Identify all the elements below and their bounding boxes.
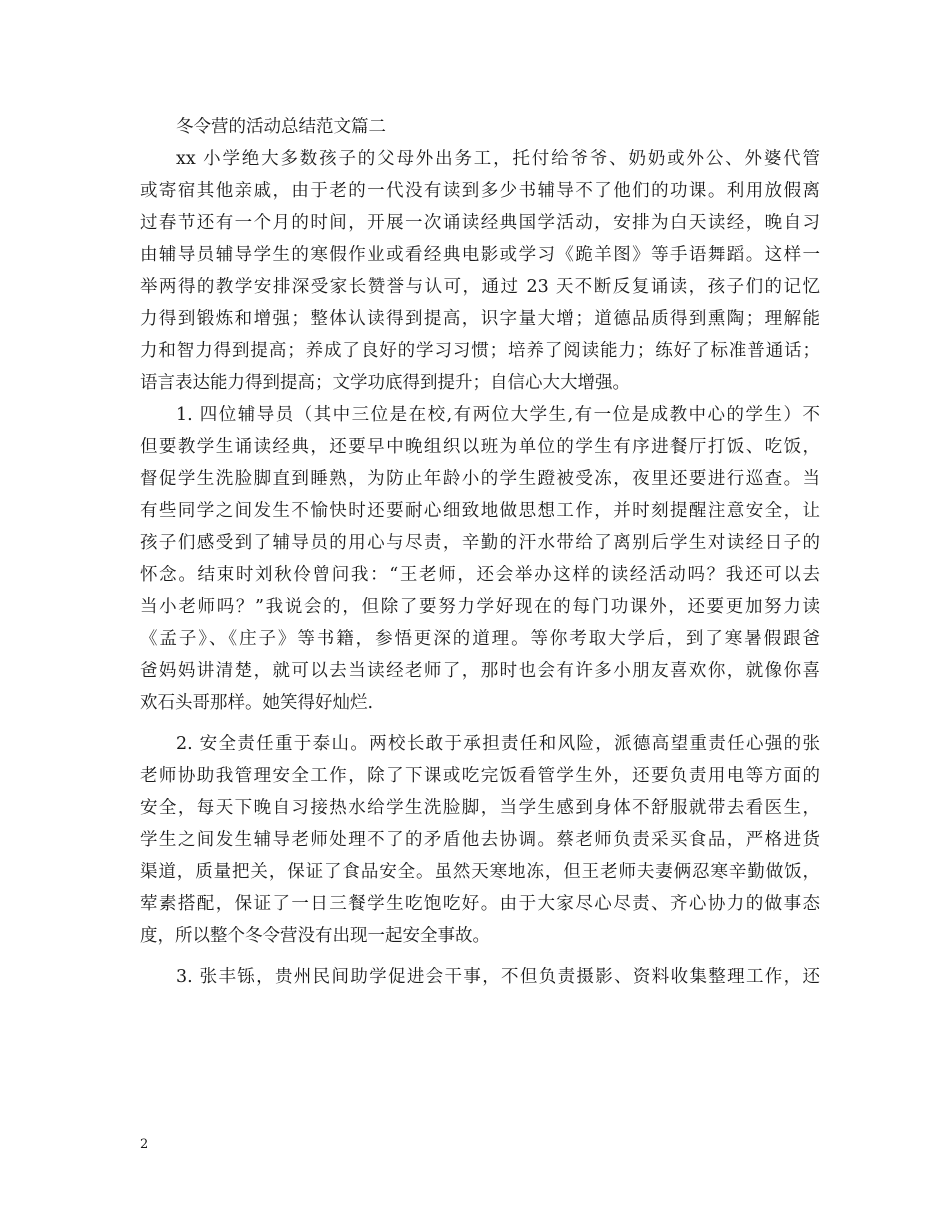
text-line: 老师协助我管理安全工作，除了下课或吃完饭看管学生外，还要负责用电等方面的 [140,766,820,786]
text-line: 1. 四位辅导员（其中三位是在校,有两位大学生,有一位是成教中心的学生）不 [176,405,820,425]
section-title: 冬令营的活动总结范文篇二 [176,117,386,137]
text-line: 爸妈妈讲清楚，就可以去当读经老师了，那时也会有许多小朋友喜欢你，就像你喜 [140,661,820,681]
paragraph-intro [140,143,820,399]
text-line: 或寄宿其他亲戚，由于老的一代没有读到多少书辅导不了他们的功课。利用放假离 [140,181,820,201]
text-line: 荤素搭配，保证了一日三餐学生吃饱吃好。由于大家尽心尽责、齐心协力的做事态 [140,894,820,914]
paragraph-item-1 [140,399,820,719]
text-line: 督促学生洗脸脚直到睡熟，为防止年龄小的学生蹬被受冻，夜里还要进行巡查。当 [140,469,820,489]
text-line: 学生之间发生辅导老师处理不了的矛盾他去协调。蔡老师负责采买食品，严格进货 [140,830,820,850]
text-line: 度，所以整个冬令营没有出现一起安全事故。 [140,926,490,946]
text-line: 2. 安全责任重于泰山。两校长敢于承担责任和风险，派德高望重责任心强的张 [176,734,820,754]
text-line: 欢石头哥那样。她笑得好灿烂. [140,693,374,713]
text-line: 力得到锻炼和增强；整体认读得到提高，识字量大增；道德品质得到熏陶；理解能 [140,309,820,329]
paragraph-item-2 [140,728,820,952]
text-line: 渠道，质量把关，保证了食品安全。虽然天寒地冻，但王老师夫妻俩忍寒辛勤做饭， [140,862,820,882]
document-body [140,111,820,993]
text-line: 力和智力得到提高；养成了良好的学习习惯；培养了阅读能力；练好了标准普通话； [140,341,820,361]
text-line: 由辅导员辅导学生的寒假作业或看经典电影或学习《跪羊图》等手语舞蹈。这样一 [140,245,820,265]
text-line: 当小老师吗？”我说会的，但除了要努力学好现在的每门功课外，还要更加努力读 [140,597,820,617]
text-line: 3. 张丰铄，贵州民间助学促进会干事，不但负责摄影、资料收集整理工作，还 [176,967,820,987]
text-line: 安全，每天下晚自习接热水给学生洗脸脚，当学生感到身体不舒服就带去看医生， [140,798,820,818]
page-number: 2 [140,1137,149,1152]
text-line: 孩子们感受到了辅导员的用心与尽责，辛勤的汗水带给了离别后学生对读经日子的 [140,533,820,553]
text-line: 怀念。结束时刘秋伶曾问我：“王老师，还会举办这样的读经活动吗？我还可以去 [140,565,820,585]
text-line: 语言表达能力得到提高；文学功底得到提升；自信心大大增强。 [140,373,630,393]
text-line: 但要教学生诵读经典，还要早中晚组织以班为单位的学生有序进餐厅打饭、吃饭， [140,437,820,457]
text-line: 有些同学之间发生不愉快时还要耐心细致地做思想工作，并时刻提醒注意安全，让 [140,501,820,521]
text-line: xx 小学绝大多数孩子的父母外出务工，托付给爷爷、奶奶或外公、外婆代管 [176,149,820,169]
text-line: 《孟子》、《庄子》等书籍，参悟更深的道理。等你考取大学后，到了寒暑假跟爸 [140,629,820,649]
text-line: 举两得的教学安排深受家长赞誉与认可，通过 23 天不断反复诵读，孩子们的记忆 [140,277,820,297]
paragraph-item-3 [140,961,820,993]
text-line: 过春节还有一个月的时间，开展一次诵读经典国学活动，安排为白天读经，晚自习 [140,213,820,233]
